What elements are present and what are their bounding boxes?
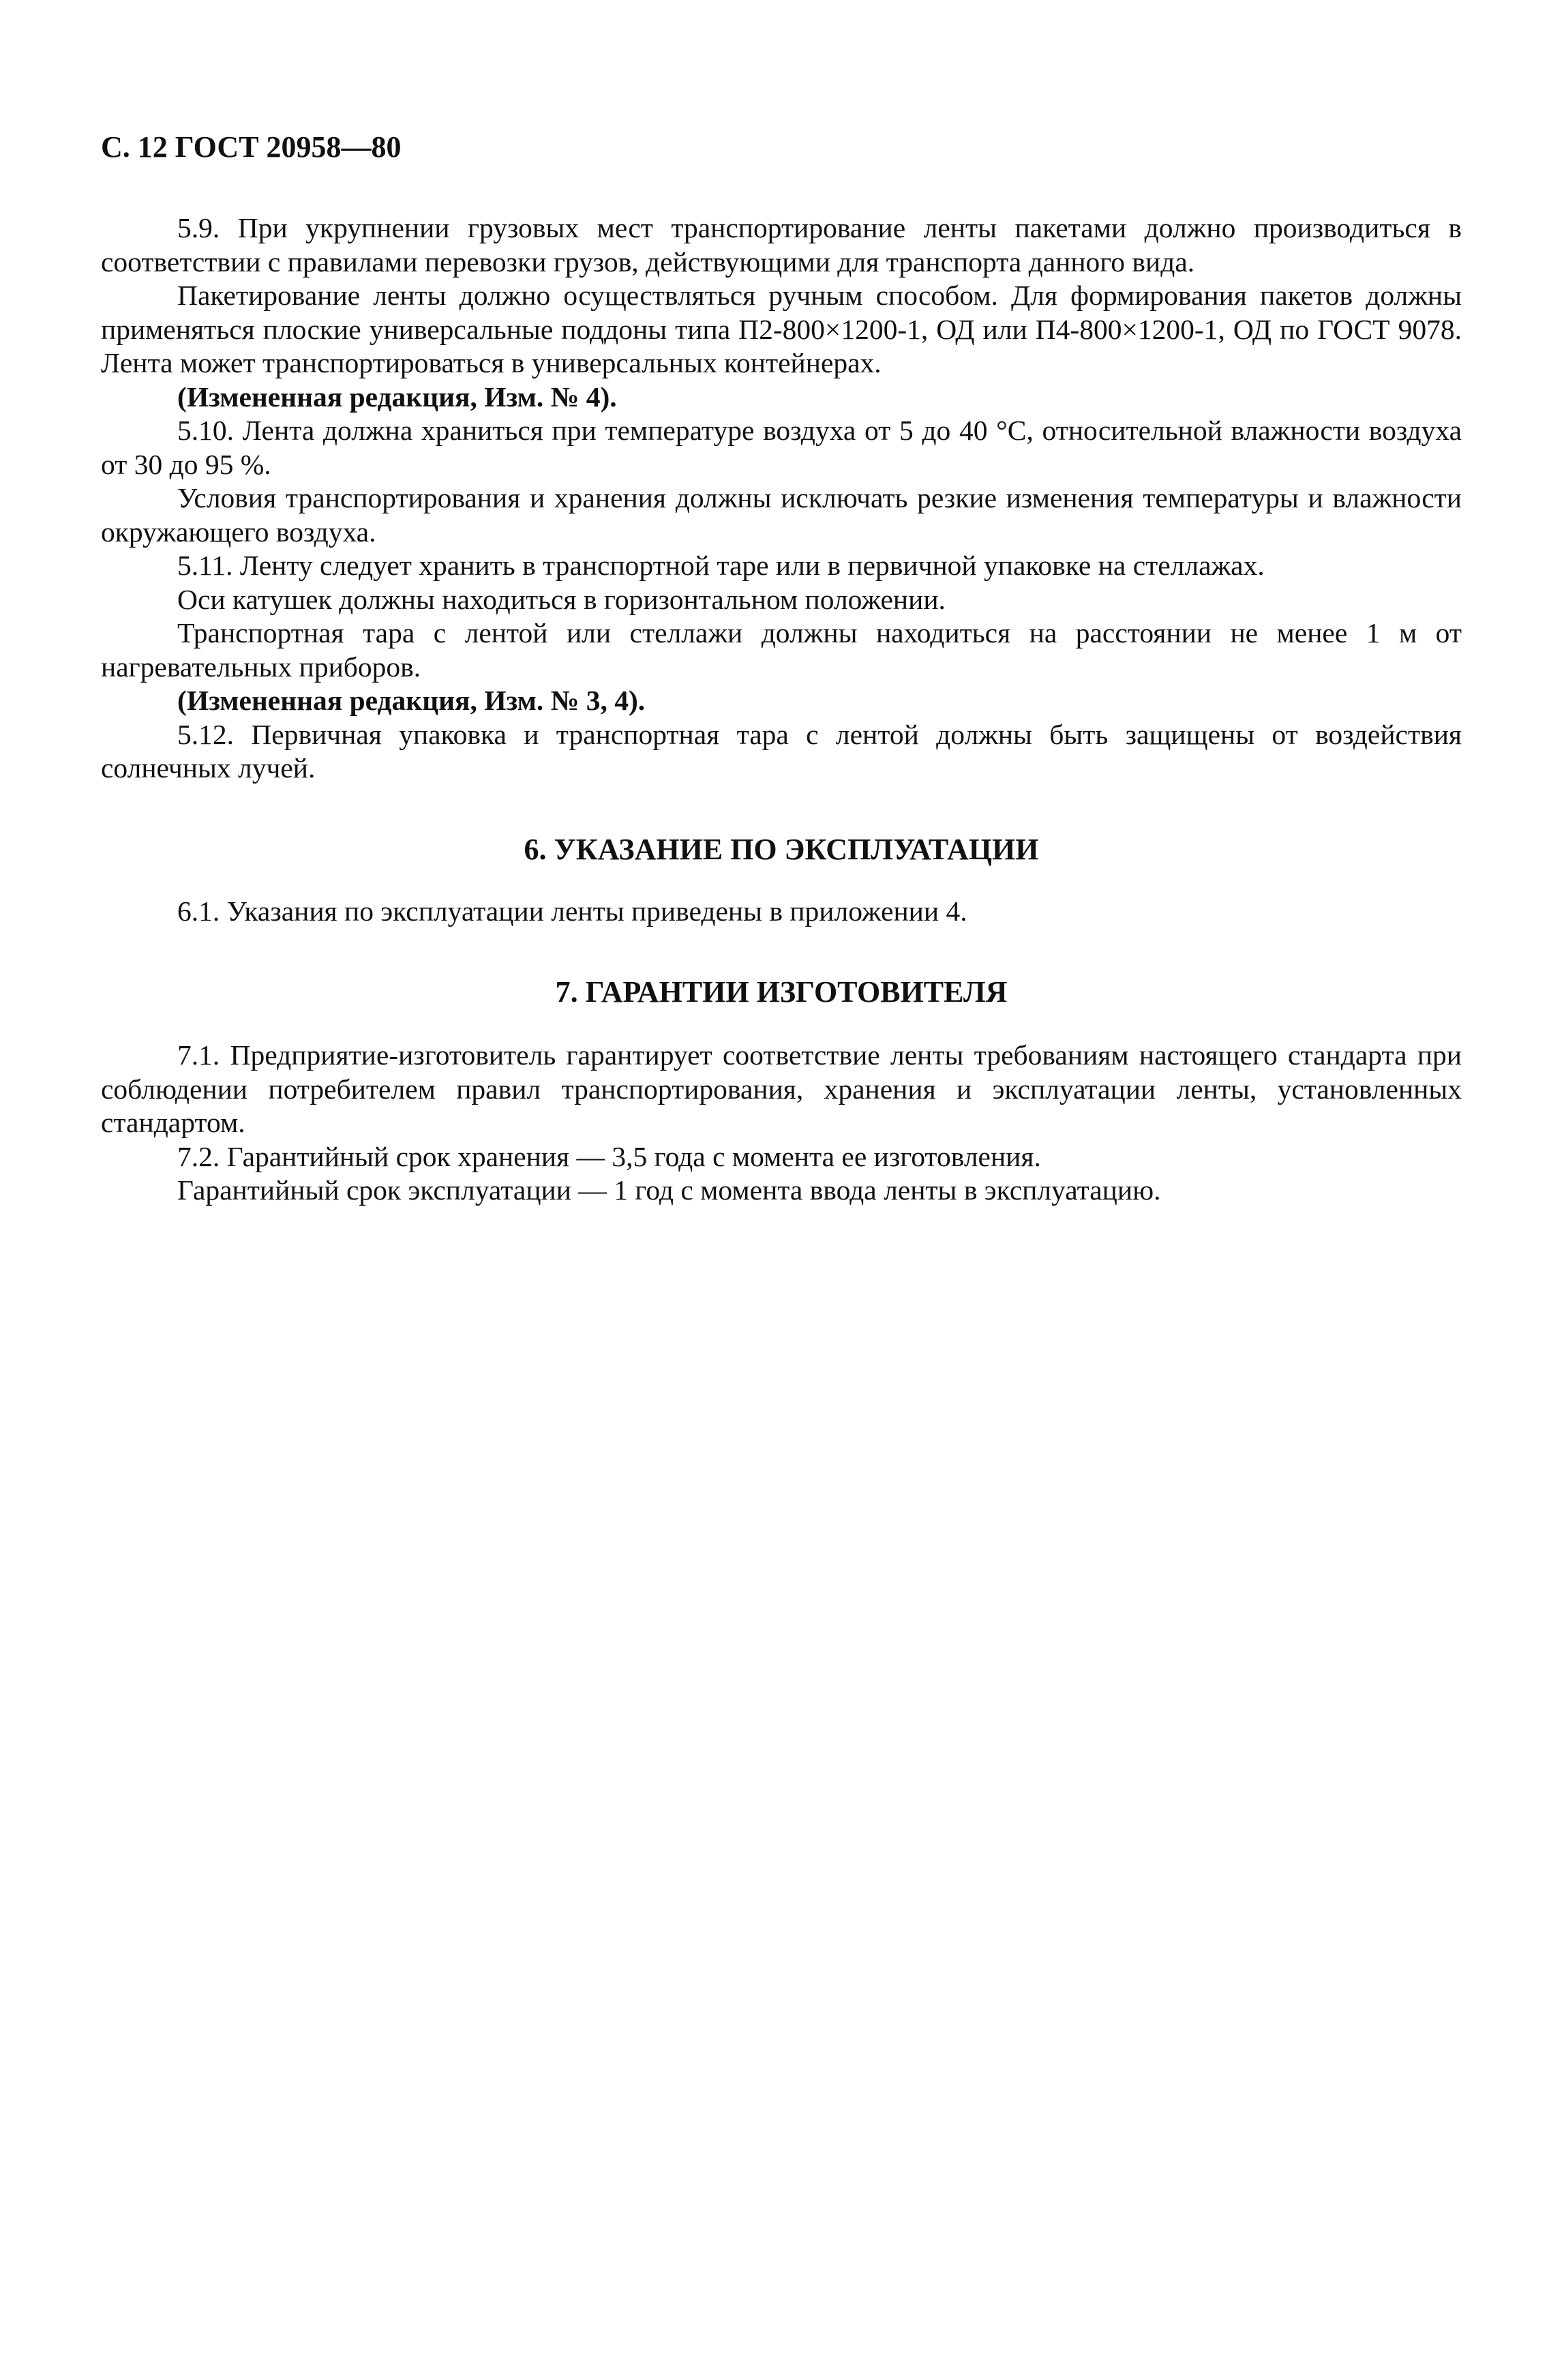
- amendment-note: (Измененная редакция, Изм. № 3, 4).: [177, 685, 646, 716]
- paragraph-7-1: 7.1. Предприятие-изготовитель гарантирует соответствие ленты требованиям настоящего стандарта при соблюдении потребителем правил транспортирования, хранения и эксплуатации ленты, установленных стандартом.: [101, 1039, 1462, 1138]
- paragraph-operation-warranty: Гарантийный срок эксплуатации — 1 год с момента ввода ленты в эксплуатацию.: [177, 1174, 1161, 1206]
- section-6-title: 6. УКАЗАНИЕ ПО ЭКСПЛУАТАЦИИ: [524, 832, 1039, 866]
- paragraph-5-10: 5.10. Лента должна храниться при температуре воздуха от 5 до 40 °С, относительной влажности воздуха от 30 до 95 %.: [101, 415, 1462, 480]
- paragraph-spools: Оси катушек должны находиться в горизонтальном положении.: [177, 583, 946, 615]
- page-header: С. 12 ГОСТ 20958—80: [101, 130, 402, 164]
- amendment-note: (Измененная редакция, Изм. № 4).: [177, 381, 617, 413]
- paragraph-conditions: Условия транспортирования и хранения должны исключать резкие изменения температуры и влажности окружающего воздуха.: [101, 482, 1462, 548]
- paragraph-packaging: Пакетирование ленты должно осуществляться ручным способом. Для формирования пакетов должны применяться плоские универсальные поддоны типа П2-800×1200-1, ОД или П4-800×1200-1, ОД по ГОСТ 9078. Лента может транспортироваться в универсальных контейнерах.: [101, 280, 1462, 378]
- paragraph-5-12: 5.12. Первичная упаковка и транспортная тара с лентой должны быть защищены от воздействия солнечных лучей.: [101, 718, 1462, 784]
- document-page: [101, 130, 1462, 1208]
- paragraph-7-2: 7.2. Гарантийный срок хранения — 3,5 года с момента ее изготовления.: [177, 1140, 1041, 1172]
- paragraph-5-9: 5.9. При укрупнении грузовых мест транспортирование ленты пакетами должно производиться в соответствии с правилами перевозки грузов, действующими для транспорта данного вида.: [101, 212, 1462, 278]
- section-7-title: 7. ГАРАНТИИ ИЗГОТОВИТЕЛЯ: [555, 975, 1008, 1009]
- paragraph-6-1: 6.1. Указания по эксплуатации ленты приведены в приложении 4.: [177, 895, 967, 927]
- paragraph-distance: Транспортная тара с лентой или стеллажи должны находиться на расстоянии не менее 1 м от нагревательных приборов.: [101, 617, 1462, 683]
- paragraph-5-11: 5.11. Ленту следует хранить в транспортной таре или в первичной упаковке на стеллажах.: [177, 550, 1265, 581]
